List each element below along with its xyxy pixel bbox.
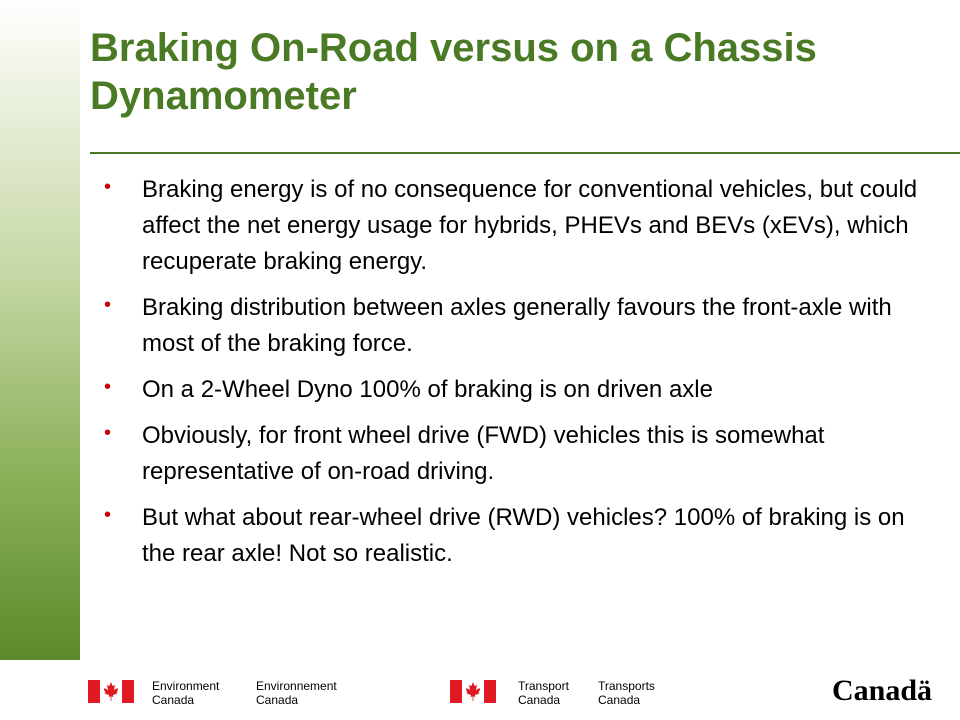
bullet-icon: • bbox=[104, 294, 112, 316]
bullet-text: Obviously, for front wheel drive (FWD) vehicles this is somewhat representative of on-road driving. bbox=[142, 422, 825, 485]
bullet-text: On a 2-Wheel Dyno 100% of braking is on driven axle bbox=[142, 376, 713, 403]
bullet-item bbox=[104, 418, 940, 490]
bullet-icon: • bbox=[104, 176, 112, 198]
canada-wordmark-logo: Canadä bbox=[832, 674, 933, 707]
bullet-text: But what about rear-wheel drive (RWD) vehicles? 100% of braking is on the rear axle! Not so realistic. bbox=[142, 504, 905, 567]
bullet-item bbox=[104, 290, 940, 362]
bullet-icon: • bbox=[104, 504, 112, 526]
bullet-text: Braking distribution between axles generally favours the front-axle with most of the braking force. bbox=[142, 294, 892, 357]
dept-env-en: Environment Canada bbox=[152, 679, 220, 707]
maple-leaf-icon bbox=[100, 680, 122, 703]
bullet-icon: • bbox=[104, 376, 112, 398]
bullet-icon: • bbox=[104, 422, 112, 444]
title-divider bbox=[90, 152, 960, 154]
bullet-item bbox=[104, 172, 940, 280]
left-gradient-bar bbox=[0, 0, 80, 660]
canada-flag-icon bbox=[450, 680, 496, 703]
bullet-item bbox=[104, 500, 940, 572]
dept-transport-fr: Transports Canada bbox=[598, 679, 655, 707]
maple-leaf-icon bbox=[462, 680, 484, 703]
canada-flag-icon bbox=[88, 680, 134, 703]
bullet-text: Braking energy is of no consequence for conventional vehicles, but could affect the net energy usage for hybrids, PHEVs and BEVs (xEVs), which recuperate braking energy. bbox=[142, 176, 918, 275]
dept-env-fr: Environnement Canada bbox=[256, 679, 337, 707]
bullet-item bbox=[104, 372, 940, 408]
bullet-list bbox=[104, 172, 940, 582]
dept-transport-en: Transport Canada bbox=[518, 679, 569, 707]
slide-title: Braking On-Road versus on a Chassis Dynamometer bbox=[90, 26, 817, 118]
